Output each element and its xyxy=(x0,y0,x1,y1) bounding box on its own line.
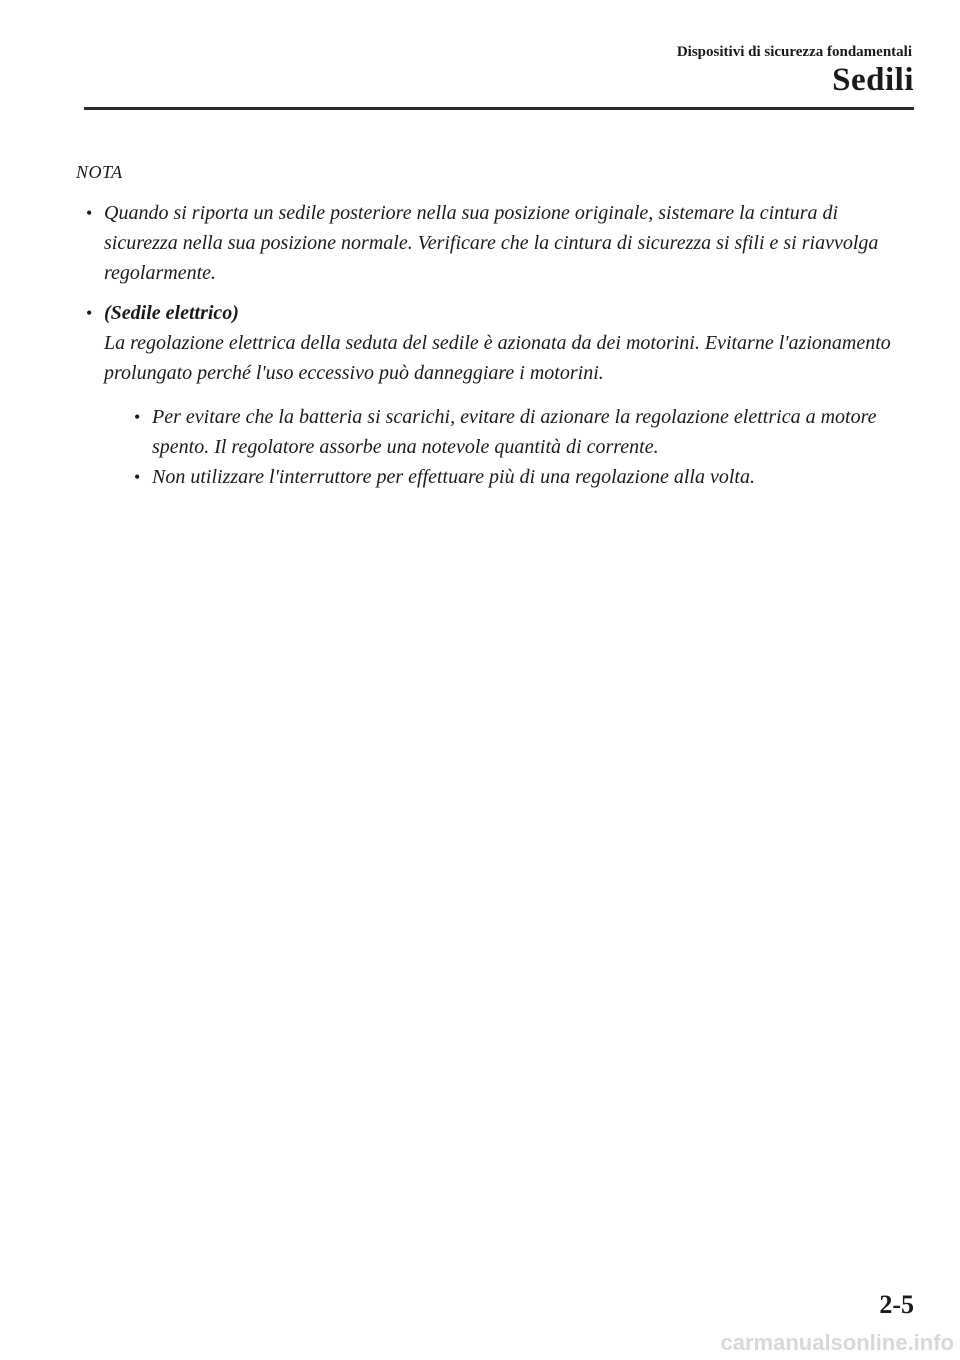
page-title: Sedili xyxy=(832,62,914,98)
note-subitem-battery xyxy=(104,402,916,462)
page-number: 2-5 xyxy=(879,1290,914,1319)
section-title: Dispositivi di sicurezza fondamentali xyxy=(676,44,912,60)
note-heading: (Sedile elettrico) xyxy=(104,302,239,324)
note-text: Quando si riporta un sedile posteriore nella sua posizione originale, sistemare la cintura di sicurezza nella sua posizione normale. Verificare che la cintura di sicurezza si sfili e si riavvolga regolarmente. xyxy=(104,202,879,284)
note-list xyxy=(76,198,916,502)
bullet-icon: • xyxy=(134,467,141,487)
note-subitem-text: Per evitare che la batteria si scarichi, evitare di azionare la regolazione elettrica a motore spento. Il regolatore assorbe una notevole quantità di corrente. xyxy=(152,406,877,458)
note-subitem-text: Non utilizzare l'interruttore per effettuare più di una regolazione alla volta. xyxy=(152,466,755,488)
note-label: NOTA xyxy=(76,162,123,182)
note-item-power-seat xyxy=(76,298,916,492)
note-sublist xyxy=(104,402,916,492)
header-divider xyxy=(84,107,914,110)
note-subitem-switch xyxy=(104,462,916,492)
note-item-seat-return xyxy=(76,198,916,288)
note-text: La regolazione elettrica della seduta del sedile è azionata da dei motorini. Evitarne l'azionamento prolungato perché l'uso eccessivo può danneggiare i motorini. xyxy=(104,332,891,384)
watermark: carmanualsonline.info xyxy=(720,1330,954,1355)
bullet-icon: • xyxy=(134,407,141,427)
bullet-icon: • xyxy=(86,203,93,223)
bullet-icon: • xyxy=(86,303,93,323)
